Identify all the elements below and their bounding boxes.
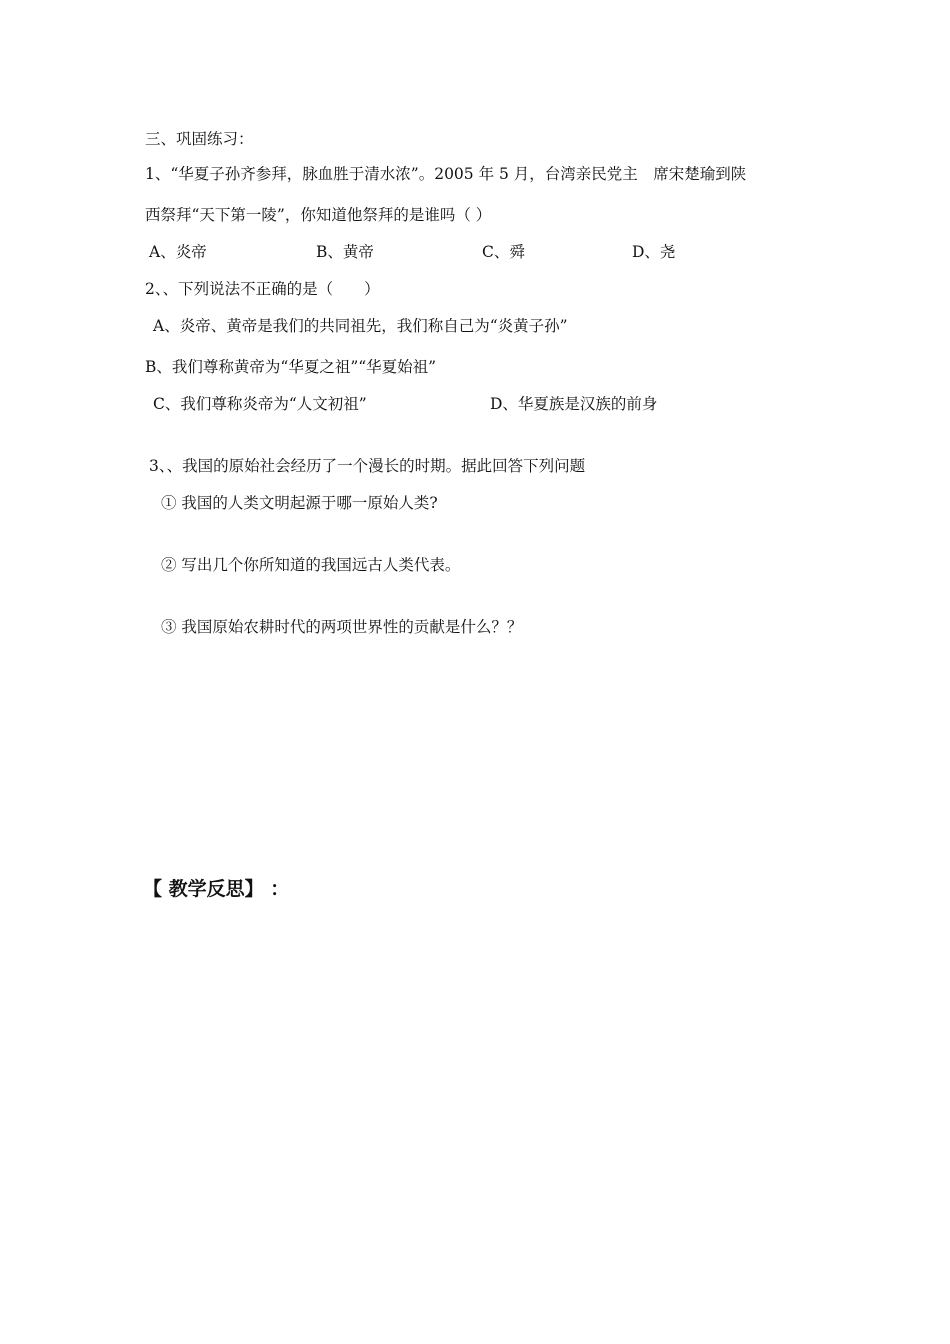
section-title: 三、巩固练习： — [145, 130, 254, 148]
question-3-sub-1: ① 我国的人类文明起源于哪一原始人类? — [161, 494, 438, 512]
question-3-stem: 3、、我国的原始社会经历了一个漫长的时期。据此回答下列问题 — [149, 457, 586, 475]
question-2-option-a: A、炎帝、黄帝是我们的共同祖先，我们称自己为“炎黄子孙” — [153, 317, 568, 335]
question-1-option-b: B、黄帝 — [316, 243, 374, 261]
question-1-option-a: A、炎帝 — [149, 243, 207, 261]
question-2-stem: 2、、下列说法不正确的是（ ） — [145, 280, 380, 298]
question-2-option-c: C、我们尊称炎帝为“人文初祖” — [153, 395, 367, 413]
question-1-option-d: D、尧 — [632, 243, 676, 261]
reflection-heading: 【 教学反思】 ： — [143, 878, 290, 900]
question-1-line-1: 1、“华夏子孙齐参拜，脉血胜于清水浓”。2005 年 5 月，台湾亲民党主 席宋楚瑜到陕 — [145, 165, 747, 183]
question-2-option-d: D、华夏族是汉族的前身 — [490, 395, 658, 413]
question-1-option-c: C、舜 — [482, 243, 525, 261]
question-1-line-2: 西祭拜“天下第一陵”，你知道他祭拜的是谁吗（ ） — [145, 206, 492, 224]
question-3-sub-3: ③ 我国原始农耕时代的两项世界性的贡献是什么？？ — [161, 618, 523, 636]
question-2-option-b: B、我们尊称黄帝为“华夏之祖”“华夏始祖” — [145, 358, 437, 376]
question-3-sub-2: ② 写出几个你所知道的我国远古人类代表。 — [161, 556, 461, 574]
